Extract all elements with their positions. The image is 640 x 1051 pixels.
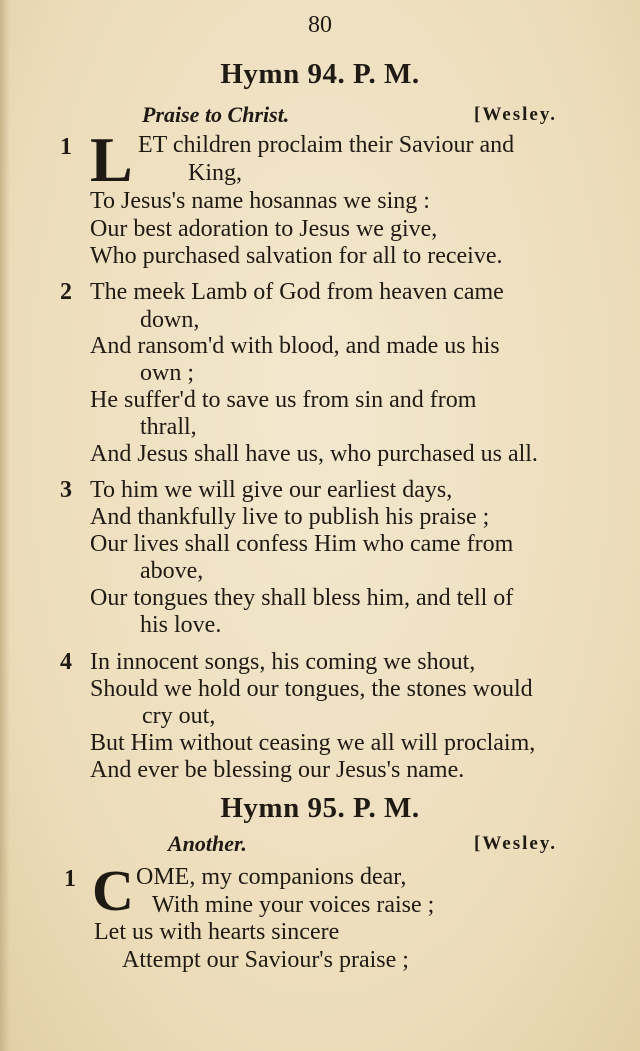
verse-line: Let us with hearts sincere <box>94 919 340 945</box>
verse-line: But Him without ceasing we all will proclaim, <box>90 730 536 756</box>
verse-line: King, <box>188 160 242 186</box>
verse-line: Attempt our Saviour's praise ; <box>122 947 409 973</box>
verse-line: The meek Lamb of God from heaven came <box>90 279 504 305</box>
verse-line: own ; <box>140 360 194 386</box>
verse-line: And ever be blessing our Jesus's name. <box>90 757 465 783</box>
verse-line: Our lives shall confess Him who came from <box>90 531 514 557</box>
verse-line: above, <box>140 558 204 584</box>
verse-number: 1 <box>60 134 72 160</box>
hymn-author: [Wesley. <box>474 833 558 854</box>
drop-cap-letter: C <box>92 858 134 923</box>
verse-number: 2 <box>60 279 72 305</box>
verse-line: Who purchased salvation for all to receive. <box>90 243 503 269</box>
verse-line: And Jesus shall have us, who purchased us all. <box>90 441 538 467</box>
drop-cap-letter: L <box>90 124 133 195</box>
hymn-subtitle-row <box>0 831 640 861</box>
page-number: 80 <box>308 12 332 38</box>
hymn-subtitle: Another. <box>168 831 247 856</box>
verse-line: And ransom'd with blood, and made us his <box>90 333 500 359</box>
verse-line: Our best adoration to Jesus we give, <box>90 216 438 242</box>
verse-number: 3 <box>60 477 72 503</box>
verse-line: And thankfully live to publish his praise ; <box>90 504 490 530</box>
verse-number: 4 <box>60 649 72 675</box>
verse-line: Our tongues they shall bless him, and tell of <box>90 585 514 611</box>
verse-line: thrall, <box>140 414 197 440</box>
verse-line: Should we hold our tongues, the stones would <box>90 676 533 702</box>
verse-line: cry out, <box>142 703 216 729</box>
verse-line: In innocent songs, his coming we shout, <box>90 649 476 675</box>
verse-line: down, <box>140 307 200 333</box>
page-spine-shadow <box>0 0 10 1051</box>
verse-line: To him we will give our earliest days, <box>90 477 453 503</box>
verse-line: ET children proclaim their Saviour and <box>138 132 515 158</box>
hymn-subtitle: Praise to Christ. <box>142 102 290 127</box>
verse-line: He suffer'd to save us from sin and from <box>90 387 477 413</box>
verse-line: his love. <box>140 612 222 638</box>
verse-line: To Jesus's name hosannas we sing : <box>90 188 430 214</box>
hymn-title: Hymn 94. P. M. <box>220 58 420 90</box>
hymn-title: Hymn 95. P. M. <box>220 792 420 824</box>
verse-number: 1 <box>64 866 76 892</box>
verse-line: With mine your voices raise ; <box>152 892 435 918</box>
hymn-author: [Wesley. <box>474 104 558 125</box>
verse-line: OME, my companions dear, <box>136 864 407 890</box>
